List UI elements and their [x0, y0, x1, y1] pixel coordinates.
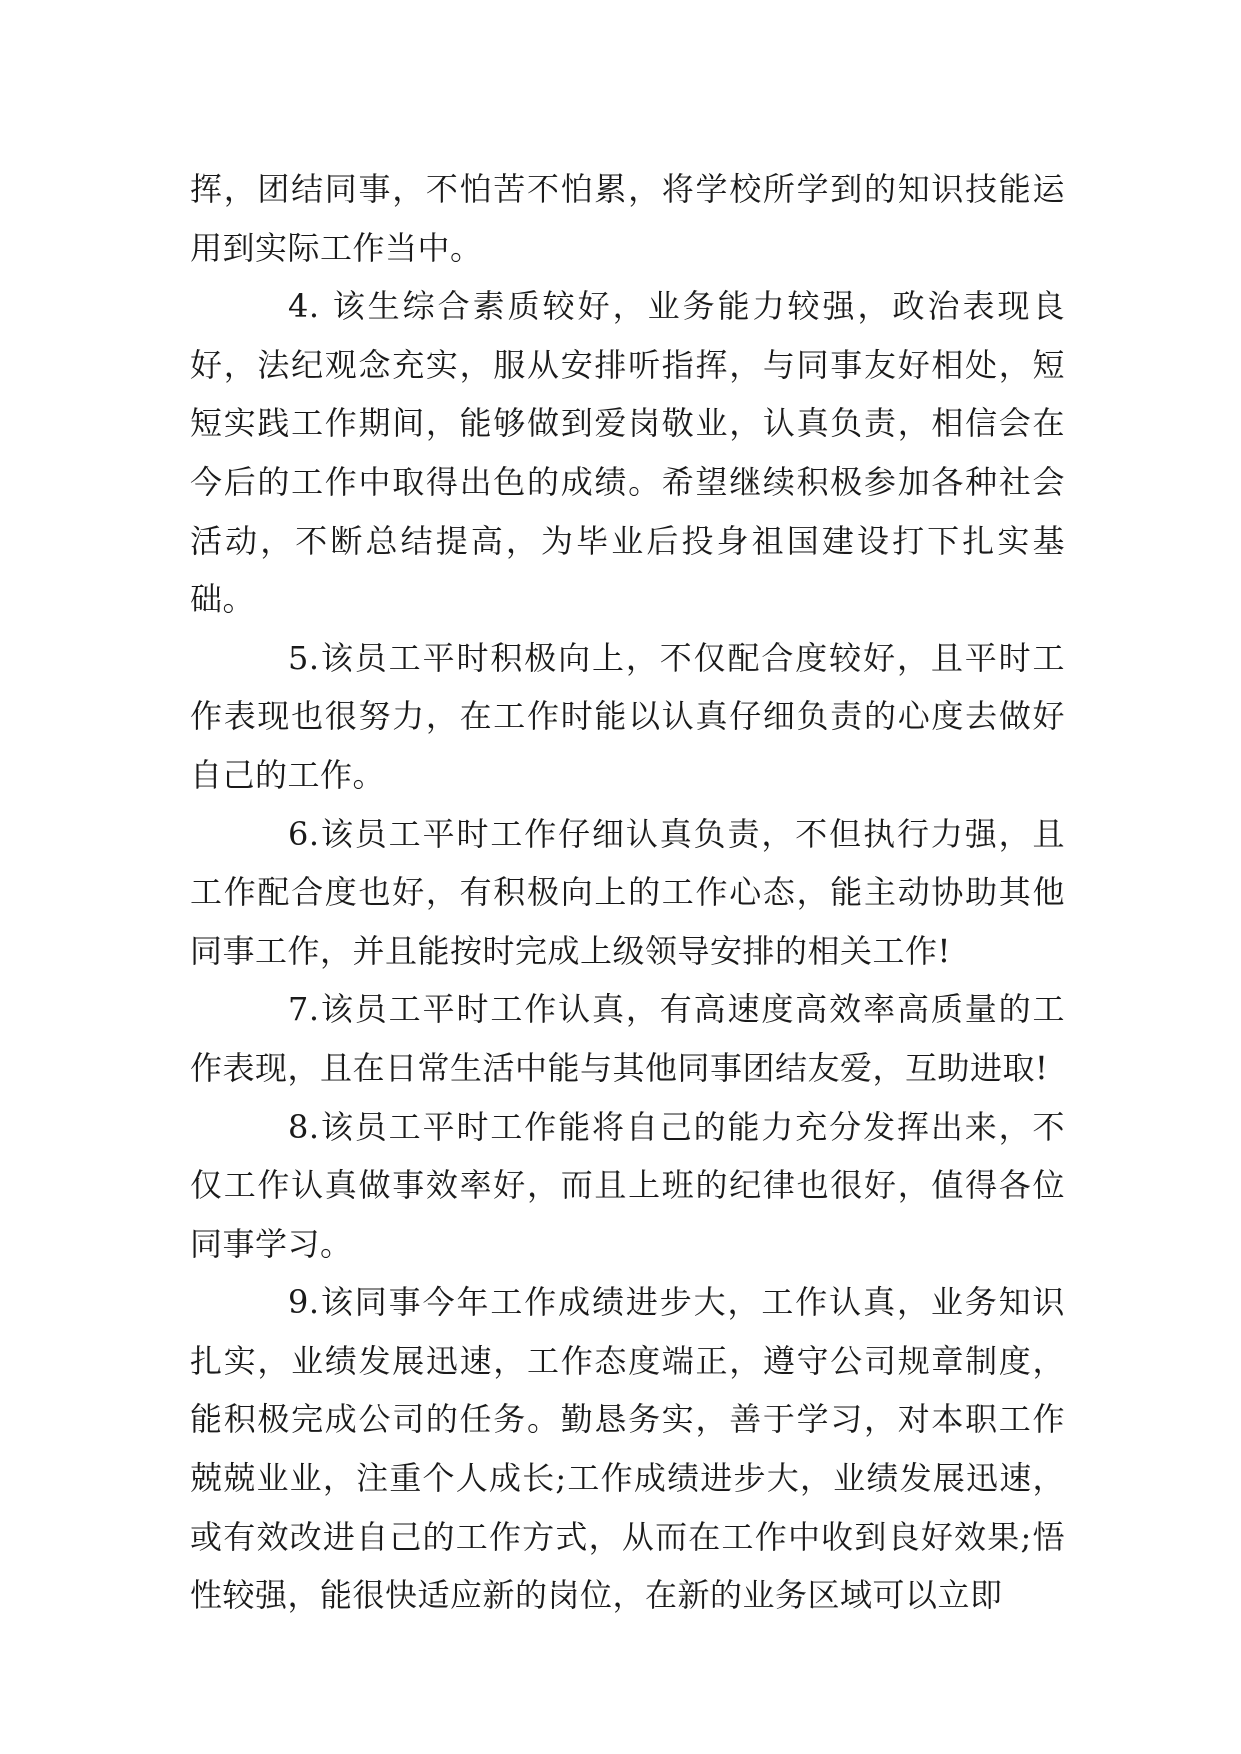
paragraph-item-8: 8.该员工平时工作能将自己的能力充分发挥出来，不仅工作认真做事效率好，而且上班的纪律也很好，值得各位同事学习。 [190, 1107, 1065, 1263]
document-body [190, 160, 1065, 1625]
paragraph-item-4: 4. 该生综合素质较好，业务能力较强，政治表现良好，法纪观念充实，服从安排听指挥，与同事友好相处，短短实践工作期间，能够做到爱岗敬业，认真负责，相信会在今后的工作中取得出色的成绩。希望继续积极参加各种社会活动，不断总结提高，为毕业后投身祖国建设打下扎实基础。 [190, 287, 1065, 619]
paragraph-item-9: 9.该同事今年工作成绩进步大，工作认真，业务知识扎实，业绩发展迅速，工作态度端正，遵守公司规章制度，能积极完成公司的任务。勤恳务实，善于学习，对本职工作兢兢业业，注重个人成长;工作成绩进步大，业绩发展迅速，或有效改进自己的工作方式，从而在工作中收到良好效果;悟性较强，能很快适应新的岗位，在新的业务区域可以立即 [190, 1283, 1065, 1615]
paragraph-item-7: 7.该员工平时工作认真，有高速度高效率高质量的工作表现，且在日常生活中能与其他同事团结友爱，互助进取! [190, 990, 1065, 1087]
paragraph-item-5: 5.该员工平时积极向上，不仅配合度较好，且平时工作表现也很努力，在工作时能以认真仔细负责的心度去做好自己的工作。 [190, 638, 1065, 794]
paragraph-continuation: 挥，团结同事，不怕苦不怕累，将学校所学到的知识技能运用到实际工作当中。 [190, 170, 1065, 267]
paragraph-item-6: 6.该员工平时工作仔细认真负责，不但执行力强，且工作配合度也好，有积极向上的工作心态，能主动协助其他同事工作，并且能按时完成上级领导安排的相关工作! [190, 814, 1065, 970]
